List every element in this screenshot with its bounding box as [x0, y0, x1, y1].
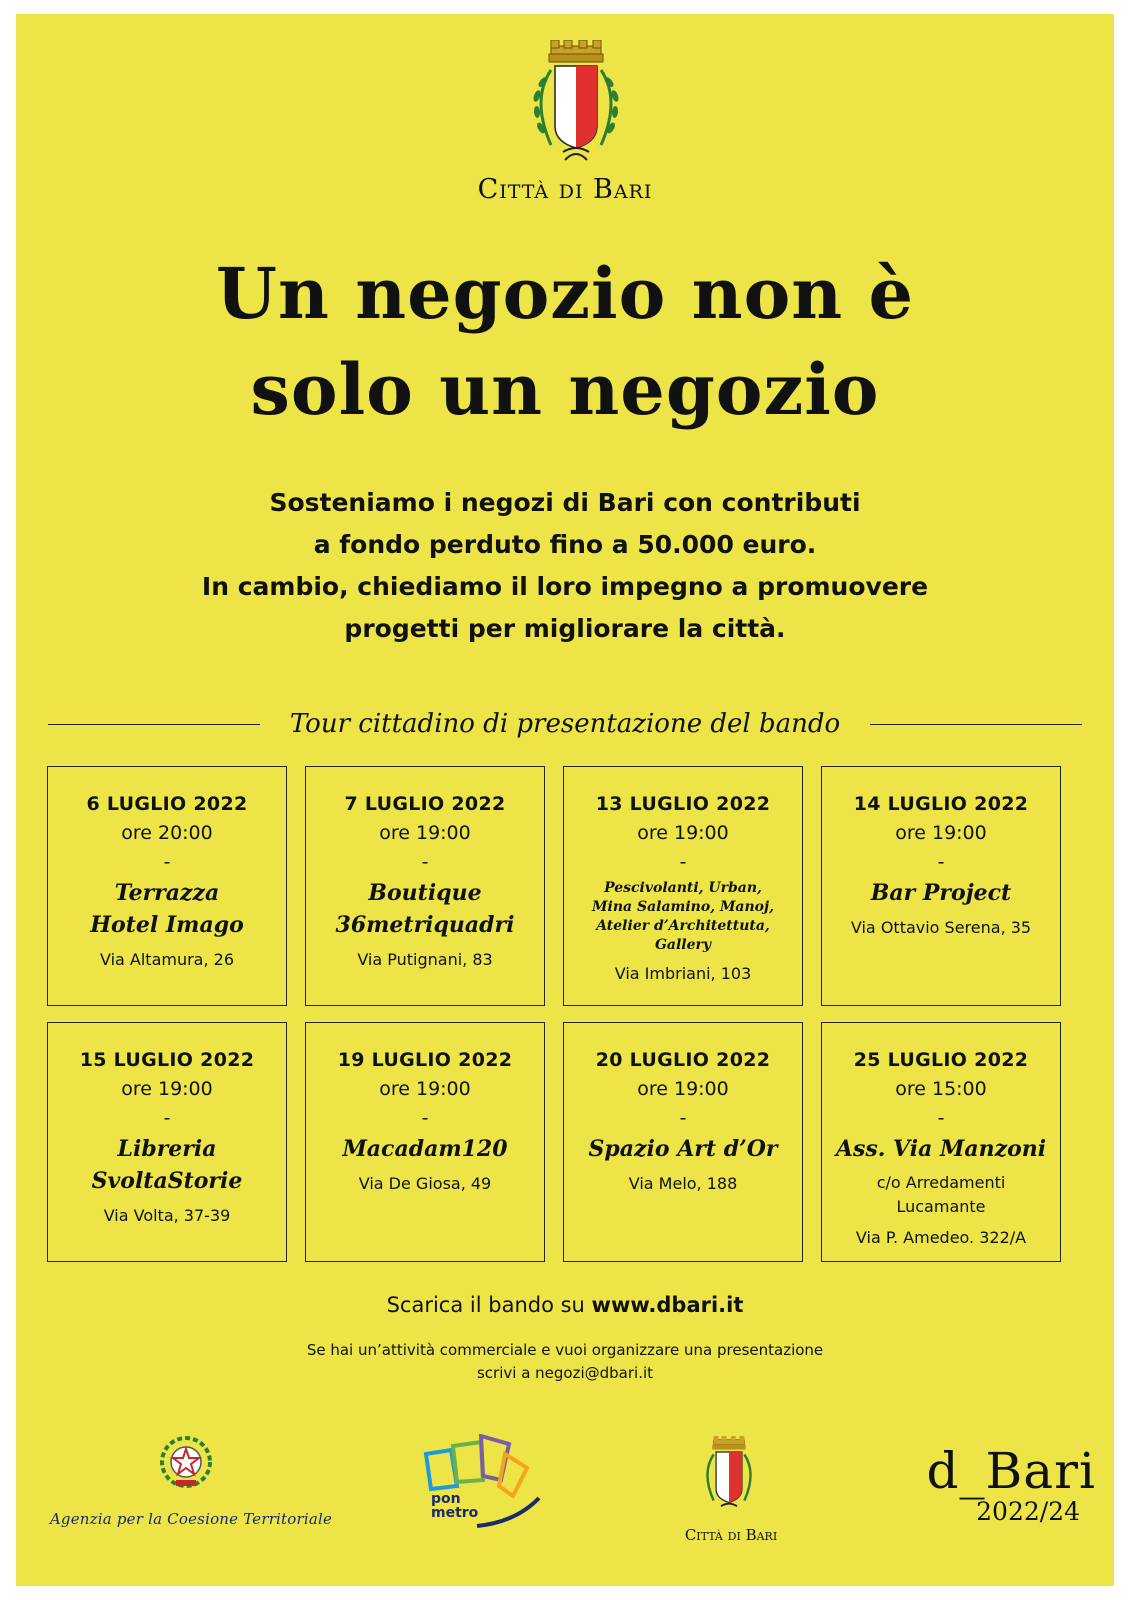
bari-logo-small [676, 1436, 786, 1556]
event-separator: - [937, 1107, 945, 1129]
event-venue-line: Atelier d’Architettuta, [596, 918, 770, 934]
event-card [563, 766, 803, 1006]
event-address: Via Putignani, 83 [357, 950, 493, 969]
event-address: Via P. Amedeo. 322/A [855, 1228, 1027, 1247]
headline-line-1: Un negozio non è [215, 252, 915, 335]
pon-metro-logo-icon [421, 1434, 551, 1544]
contact-note-line-2: scrivi a negozi@dbari.it [476, 1364, 654, 1382]
intro-line-1: Sosteniamo i negozi di Bari con contributi [269, 488, 861, 517]
event-venue [48, 1133, 286, 1197]
event-venue-line: Terrazza [114, 880, 220, 906]
headline [16, 246, 1114, 438]
event-date: 25 LUGLIO 2022 [853, 1049, 1029, 1071]
event-separator: - [163, 1107, 171, 1129]
pon-metro-text [431, 1492, 478, 1520]
d-bari-years: 2022/24 [976, 1497, 1080, 1526]
event-card [47, 1022, 287, 1262]
event-separator: - [937, 851, 945, 873]
pon-metro-text-line-2: metro [431, 1505, 479, 1521]
event-venue [564, 877, 802, 955]
tour-title: Tour cittadino di presentazione del bando [289, 709, 841, 739]
event-venue-line: Gallery [654, 937, 712, 953]
event-time: ore 19:00 [121, 1078, 213, 1100]
event-time: ore 15:00 [895, 1078, 987, 1100]
contact-note [16, 1339, 1114, 1385]
event-separator: - [163, 851, 171, 873]
pon-metro-logo [421, 1434, 551, 1544]
pon-metro-text-line-1: pon [431, 1491, 461, 1507]
event-venue-line: Pescivolanti, Urban, [604, 880, 762, 896]
event-time: ore 20:00 [121, 822, 213, 844]
event-venue-line: SvoltaStorie [91, 1168, 243, 1194]
footer-logos [16, 1424, 1114, 1574]
agency-logo [46, 1434, 336, 1544]
event-venue-line: Ass. Via Manzoni [835, 1136, 1047, 1162]
event-card [821, 1022, 1061, 1262]
download-prefix: Scarica il bando su [386, 1293, 585, 1317]
bari-coat-of-arms-icon [694, 1436, 764, 1516]
event-venue-line: Hotel Imago [90, 912, 244, 938]
event-separator: - [421, 851, 429, 873]
poster [16, 14, 1114, 1586]
event-venue-note-line: Lucamante [896, 1197, 986, 1216]
event-venue [822, 1133, 1060, 1165]
event-card [305, 766, 545, 1006]
event-card [305, 1022, 545, 1262]
city-name: Città di Bari [477, 174, 653, 205]
event-separator: - [679, 1107, 687, 1129]
intro-line-4: progetti per migliorare la città. [344, 614, 786, 643]
event-time: ore 19:00 [895, 822, 987, 844]
event-venue-note-line: c/o Arredamenti [876, 1173, 1006, 1192]
italian-republic-emblem-icon [158, 1434, 214, 1490]
event-address: Via De Giosa, 49 [358, 1174, 492, 1193]
event-address: Via Altamura, 26 [99, 950, 235, 969]
event-card [821, 766, 1061, 1006]
event-card [563, 1022, 803, 1262]
event-address: Via Ottavio Serena, 35 [850, 918, 1032, 937]
event-time: ore 19:00 [637, 1078, 729, 1100]
download-url-link[interactable]: www.dbari.it [591, 1293, 744, 1317]
footer-city-name: Città di Bari [684, 1526, 778, 1544]
event-date: 15 LUGLIO 2022 [79, 1049, 255, 1071]
event-venue [48, 877, 286, 941]
event-venue-note [822, 1171, 1060, 1219]
intro-line-2: a fondo perduto fino a 50.000 euro. [313, 530, 817, 559]
tour-title-row [48, 702, 1082, 746]
event-grid [47, 766, 1083, 1262]
intro-line-3: In cambio, chiediamo il loro impegno a promuovere [201, 572, 929, 601]
event-venue-line: Mina Salamino, Manoj, [592, 899, 774, 915]
event-venue-line: Bar Project [870, 880, 1012, 906]
event-card [47, 766, 287, 1006]
d-bari-brand [866, 1444, 1096, 1526]
event-date: 20 LUGLIO 2022 [595, 1049, 771, 1071]
event-address: Via Volta, 37-39 [103, 1206, 231, 1225]
event-time: ore 19:00 [379, 822, 471, 844]
event-date: 19 LUGLIO 2022 [337, 1049, 513, 1071]
headline-line-2: solo un negozio [250, 348, 880, 431]
intro-text [16, 482, 1114, 650]
event-venue [306, 1133, 544, 1165]
download-line [16, 1290, 1114, 1320]
divider-left [48, 724, 260, 725]
bari-coat-of-arms-icon [521, 40, 631, 170]
agency-name: Agenzia per la Coesione Territoriale [49, 1510, 333, 1528]
event-venue [822, 877, 1060, 909]
event-date: 6 LUGLIO 2022 [86, 793, 248, 815]
event-separator: - [421, 1107, 429, 1129]
event-venue-line: 36metriquadri [335, 912, 515, 938]
event-date: 14 LUGLIO 2022 [853, 793, 1029, 815]
event-date: 13 LUGLIO 2022 [595, 793, 771, 815]
divider-right [870, 724, 1082, 725]
event-address: Via Imbriani, 103 [614, 964, 752, 983]
event-venue-line: Boutique [368, 880, 482, 906]
event-separator: - [679, 851, 687, 873]
event-venue-line: Macadam120 [342, 1136, 508, 1162]
event-date: 7 LUGLIO 2022 [344, 793, 506, 815]
event-venue [564, 1133, 802, 1165]
contact-note-line-1: Se hai un’attività commerciale e vuoi organizzare una presentazione [306, 1341, 824, 1359]
d-bari-wordmark: d_Bari [926, 1442, 1096, 1500]
event-venue-line: Libreria [117, 1136, 217, 1162]
event-address: Via Melo, 188 [628, 1174, 738, 1193]
event-venue [306, 877, 544, 941]
event-venue-line: Spazio Art d’Or [588, 1136, 778, 1162]
event-time: ore 19:00 [379, 1078, 471, 1100]
event-time: ore 19:00 [637, 822, 729, 844]
